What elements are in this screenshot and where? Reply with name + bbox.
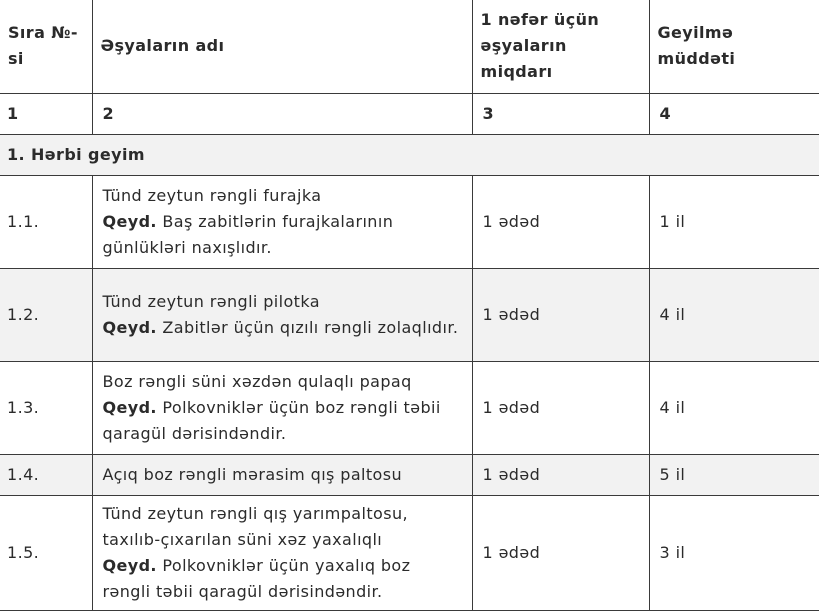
row-number: 1.3. bbox=[0, 361, 92, 454]
note-text: Zabitlər üçün qızılı rəngli zolaqlıdır. bbox=[162, 317, 459, 337]
column-number: 4 bbox=[649, 93, 819, 134]
table-row bbox=[0, 175, 819, 268]
column-number: 1 bbox=[0, 93, 92, 134]
item-quantity: 1 ədəd bbox=[472, 268, 649, 361]
item-note bbox=[103, 553, 464, 605]
item-name: Tünd zeytun rəngli pilotka bbox=[102, 291, 320, 311]
item-note bbox=[103, 209, 464, 261]
table-row bbox=[0, 495, 819, 610]
row-number: 1.2. bbox=[0, 268, 92, 361]
item-name: Tünd zeytun rəngli furajka bbox=[102, 185, 322, 205]
note-text: Polkovniklər üçün yaxalıq boz rəngli təbii qaragül dərisindəndir. bbox=[102, 555, 411, 601]
table-row bbox=[0, 454, 819, 495]
header-wear-period: Geyilmə müddəti bbox=[649, 0, 819, 93]
note-text: Baş zabitlərin furajkalarının günlükləri naxışlıdır. bbox=[102, 211, 394, 257]
section-title: 1. Hərbi geyim bbox=[0, 134, 819, 175]
note-label: Qeyd. bbox=[102, 211, 157, 231]
item-name: Tünd zeytun rəngli qış yarımpaltosu, taxılıb-çıxarılan süni xəz yaxalıqlı bbox=[102, 503, 408, 549]
item-description bbox=[92, 175, 472, 268]
item-duration: 5 il bbox=[649, 454, 819, 495]
column-number-row bbox=[0, 93, 819, 134]
item-quantity: 1 ədəd bbox=[472, 495, 649, 610]
note-label: Qeyd. bbox=[102, 555, 157, 575]
item-duration: 4 il bbox=[649, 268, 819, 361]
item-description bbox=[92, 454, 472, 495]
item-duration: 4 il bbox=[649, 361, 819, 454]
item-quantity: 1 ədəd bbox=[472, 361, 649, 454]
row-number: 1.1. bbox=[0, 175, 92, 268]
header-quantity: 1 nəfər üçün əşyaların miqdarı bbox=[472, 0, 649, 93]
item-description bbox=[92, 268, 472, 361]
item-note bbox=[103, 395, 464, 447]
section-row bbox=[0, 134, 819, 175]
item-name: Boz rəngli süni xəzdən qulaqlı papaq bbox=[102, 371, 412, 391]
column-number: 2 bbox=[92, 93, 472, 134]
item-description bbox=[92, 361, 472, 454]
item-duration: 1 il bbox=[649, 175, 819, 268]
item-quantity: 1 ədəd bbox=[472, 454, 649, 495]
item-name: Açıq boz rəngli mərasim qış paltosu bbox=[102, 464, 403, 484]
row-number: 1.4. bbox=[0, 454, 92, 495]
row-number: 1.5. bbox=[0, 495, 92, 610]
item-duration: 3 il bbox=[649, 495, 819, 610]
note-label: Qeyd. bbox=[102, 397, 157, 417]
column-number: 3 bbox=[472, 93, 649, 134]
note-label: Qeyd. bbox=[102, 317, 157, 337]
table-row bbox=[0, 268, 819, 361]
table-header-row bbox=[0, 0, 819, 93]
note-text: Polkovniklər üçün boz rəngli təbii qaragül dərisindəndir. bbox=[102, 397, 441, 443]
item-note bbox=[103, 315, 464, 341]
item-description bbox=[92, 495, 472, 610]
table-row bbox=[0, 361, 819, 454]
item-quantity: 1 ədəd bbox=[472, 175, 649, 268]
header-seq-number: Sıra №-si bbox=[0, 0, 92, 93]
header-item-name: Əşyaların adı bbox=[92, 0, 472, 93]
